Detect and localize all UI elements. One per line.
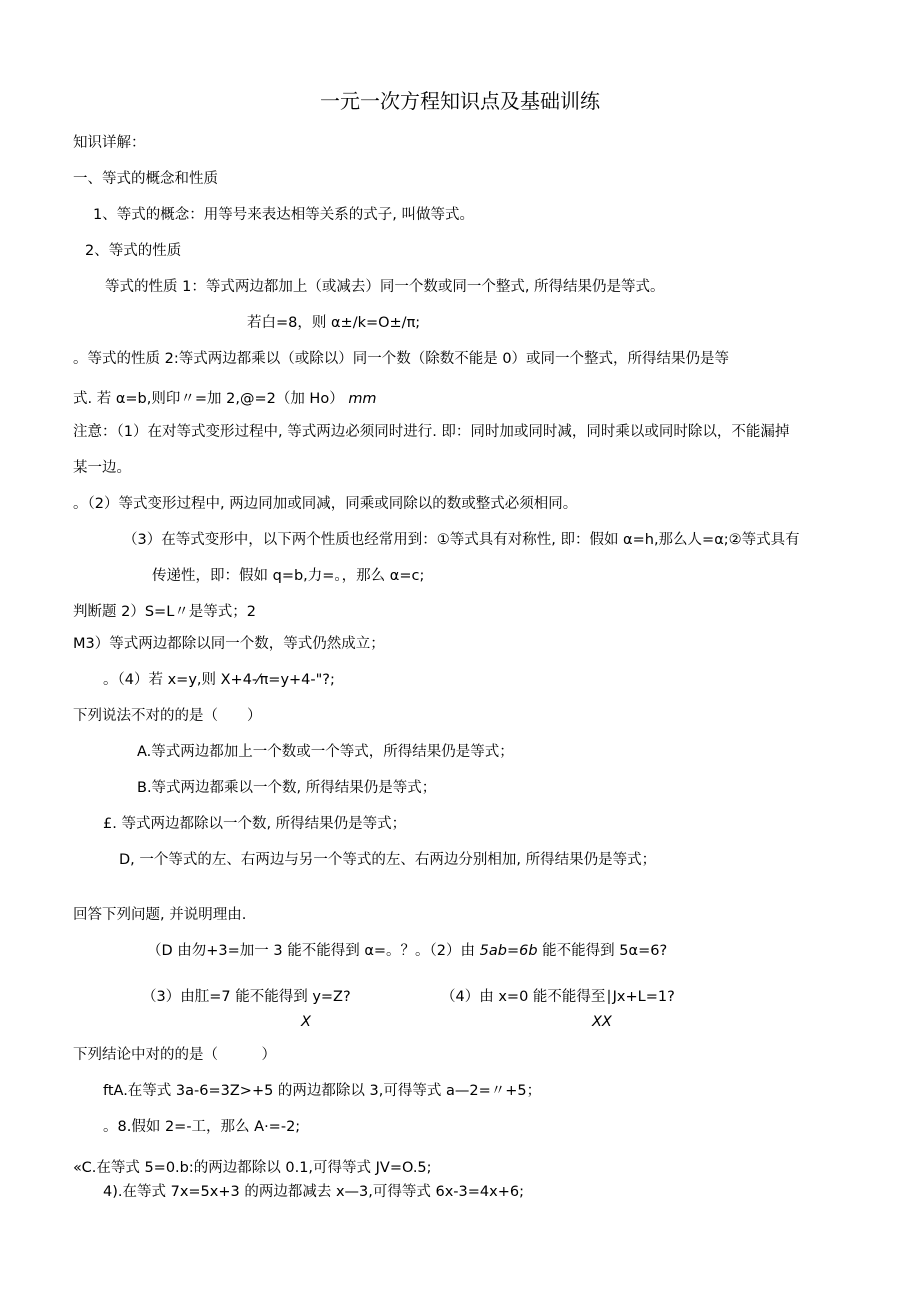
choice2-option-a: ftA.在等式 3a-6=3Z>+5 的两边都除以 3,可得等式 a—2=〃+5； — [103, 1083, 542, 1099]
note-paragraph-cont: 某一边。 — [73, 460, 131, 476]
property-2-text: 。等式的性质 2:等式两边都乘以（或除以）同一个数（除数不能是 0）或同一个整式，所得结果仍是等 — [73, 351, 730, 367]
judgement-question: 判断题 2）S=L〃是等式；2 — [73, 604, 256, 620]
note-item-3: （3）在等式变形中，以下两个性质也经常用到：①等式具有对称性, 即：假如 α=h,那么人=α;②等式具有 — [123, 532, 800, 548]
section-label: 知识详解： — [73, 135, 146, 151]
choice-option-d: D, 一个等式的左、右两边与另一个等式的左、右两边分别相加, 所得结果仍是等式； — [119, 852, 657, 868]
choice2-option-b: 。8.假如 2=-工，那么 A·=-2; — [103, 1119, 301, 1135]
choice-option-a: A.等式两边都加上一个数或一个等式，所得结果仍是等式； — [137, 744, 514, 760]
judgement-item-4: 。（4）若 x=y,则 X+4-⁄π=y+4-"?; — [103, 672, 335, 688]
subsection-heading: 2、等式的性质 — [85, 243, 182, 259]
judgement-item-3: M3）等式两边都除以同一个数，等式仍然成立； — [73, 636, 385, 652]
section-heading: 一、等式的概念和性质 — [73, 171, 218, 187]
property-1-formula: 若白=8，则 α±/k=O±/π; — [247, 315, 421, 331]
choice-question-1: 下列说法不对的的是（ ） — [73, 708, 262, 724]
note-paragraph: 注意：（1）在对等式变形过程中, 等式两边必须同时进行. 即：同时加或同时减，同时乘以或同时除以，不能漏掉 — [73, 424, 790, 440]
note-item-2: 。（2）等式变形过程中, 两边同加或同减，同乘或同除以的数或整式必须相同。 — [73, 496, 578, 512]
choice-option-c: £. 等式两边都除以一个数, 所得结果仍是等式； — [103, 816, 407, 832]
choice-question-2: 下列结论中对的的是（ ） — [73, 1047, 276, 1063]
property-2-formula-italic: mm — [348, 391, 377, 407]
answer-question-heading: 回答下列问题, 并说明理由. — [73, 907, 247, 923]
choice2-option-d: 4).在等式 7x=5x+3 的两边都减去 x—3,可得等式 6x-3=4x+6; — [103, 1184, 524, 1200]
answer-question-1-text: （D 由勿+3=加一 3 能不能得到 α=。？。（2）由 — [147, 943, 476, 959]
answer-question-row-1 — [147, 941, 667, 961]
property-2-formula — [73, 389, 377, 409]
choice2-option-c: «C.在等式 5=0.b:的两边都除以 0.1,可得等式 JV=O.5; — [73, 1160, 432, 1176]
page-title: 一元一次方程知识点及基础训练 — [320, 89, 600, 113]
answer-question-2-formula: 5ab=6b — [479, 943, 538, 959]
answer-question-3: （3）由肛=7 能不能得到 y=Z? — [142, 989, 351, 1005]
note-item-3-cont: 传递性，即：假如 q=b,力=。，那么 α=c; — [152, 568, 425, 584]
answer-question-4: （4）由 x=0 能不能得至∣Jx+L=1? — [441, 989, 675, 1005]
definition-paragraph: 1、等式的概念：用等号来表达相等关系的式子, 叫做等式。 — [93, 207, 474, 223]
choice-option-b: B.等式两边都乘以一个数, 所得结果仍是等式； — [137, 780, 437, 796]
denominator-3: X — [301, 1014, 311, 1030]
denominator-4: XX — [592, 1014, 612, 1030]
answer-question-2-text: 能不能得到 5α=6? — [542, 943, 668, 959]
property-2-formula-text: 式. 若 α=b,则印〃=加 2,@=2（加 Ho） — [73, 391, 344, 407]
property-1-text: 等式的性质 1：等式两边都加上（或减去）同一个数或同一个整式, 所得结果仍是等式。 — [105, 279, 665, 295]
